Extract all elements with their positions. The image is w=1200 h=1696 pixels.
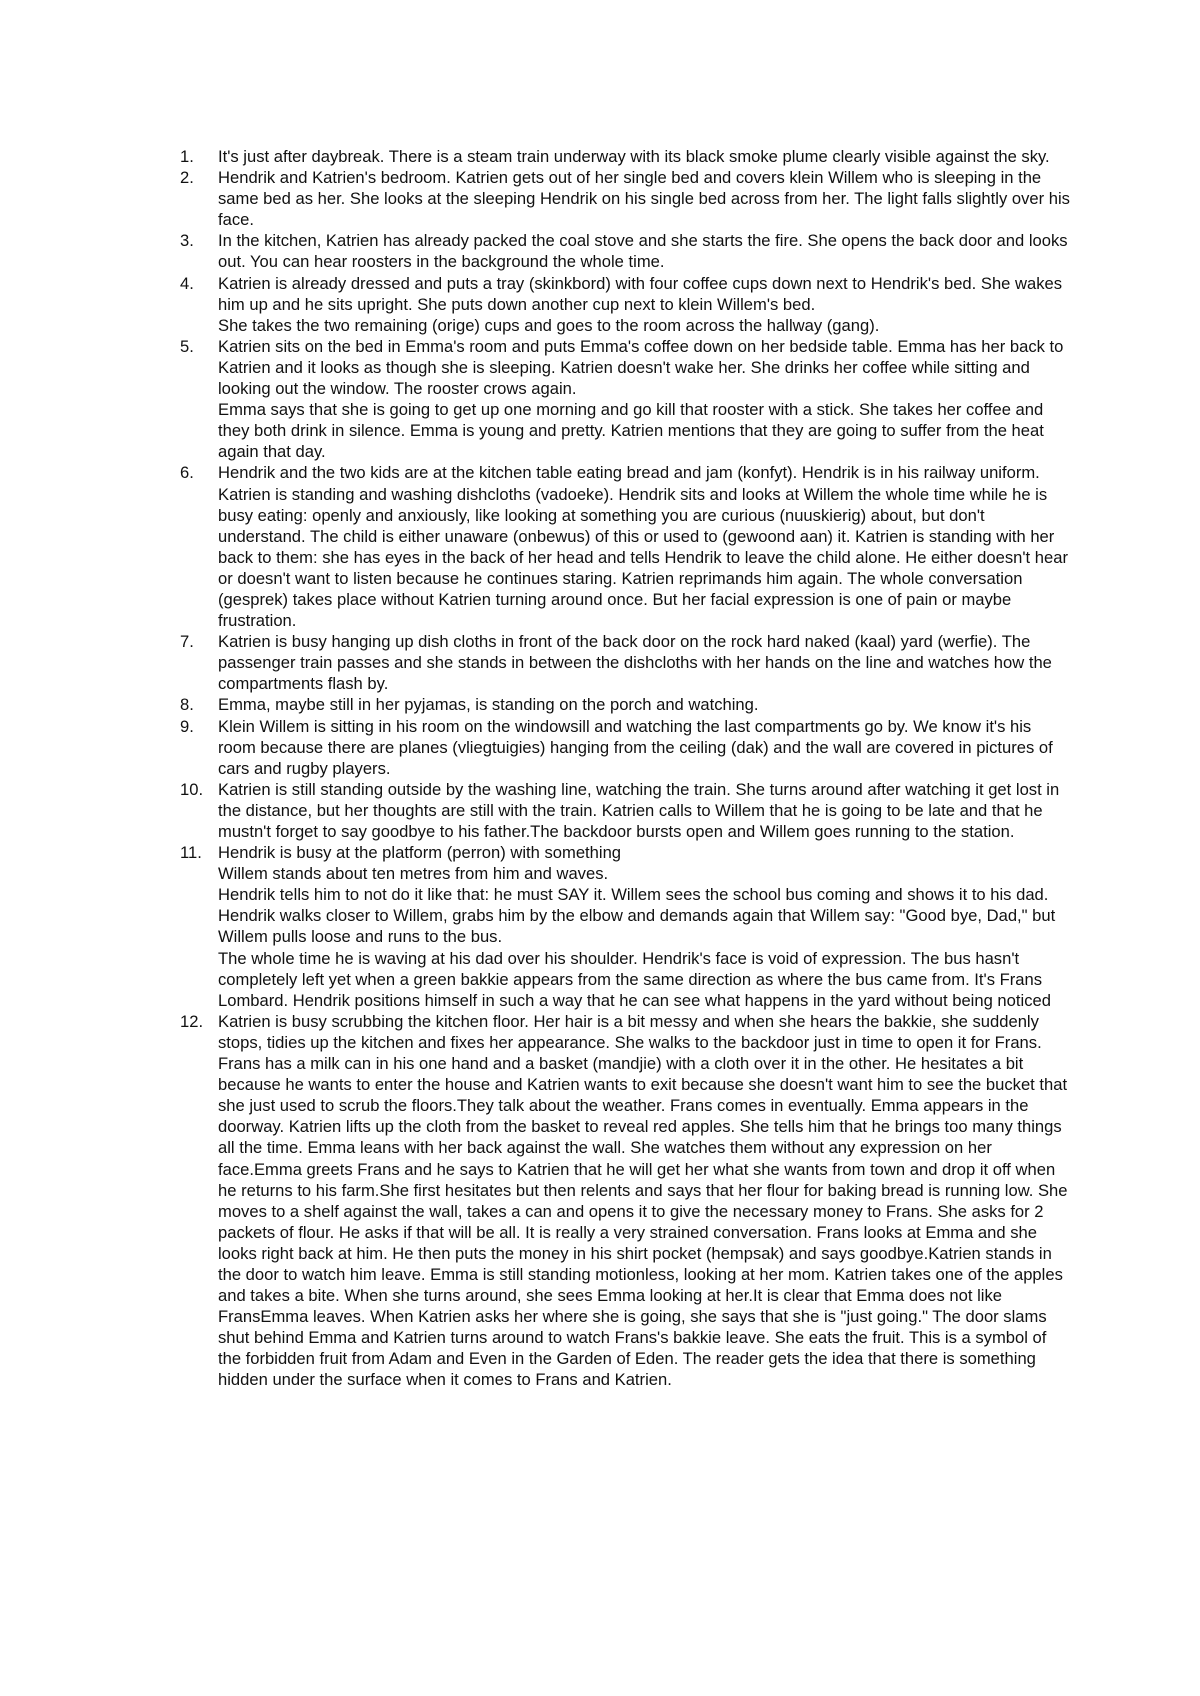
item-text: Emma, maybe still in her pyjamas, is standing on the porch and watching. [218,695,759,715]
item-text: Willem stands about ten metres from him and waves. [218,864,609,884]
item-text: Katrien is still standing outside by the washing line, watching the train. She turns around after watching it get lost in the distance, but her thoughts are still with the train. Katrien calls to Willem that he is going to be late and that he mustn't forget to say goodbye to his father.The backdoor bursts open and Willem goes running to the station. [218,779,1060,841]
item-number: 4. [180,273,194,293]
item-number: 12. [180,1011,204,1031]
list-item [180,146,1070,167]
list-item [180,694,1070,715]
item-text: Katrien is busy scrubbing the kitchen floor. Her hair is a bit messy and when she hears the bakkie, she suddenly stops, tidies up the kitchen and fixes her appearance. She walks to the backdoor just in time to open it for Frans. [218,1011,1042,1052]
list-item [180,1011,1070,1391]
item-text: Frans has a milk can in his one hand and a basket (mandjie) with a cloth over it in the other. He hesitates a bit because he wants to enter the house and Katrien wants to exit because she doesn't want him to see the bucket that she just used to scrub the floors.They talk about the weather. Frans comes in eventually. Emma appears in the doorway. Katrien lifts up the cloth from the basket to reveal red apples. She tells him that he brings too many things all the time. Emma leans with her back against the wall. She watches them without any expression on her face.Emma greets Frans and he says to Katrien that he will get her what she wants from town and drop it off when he returns to his farm.She first hesitates but then relents and says that her flour for baking bread is running low. She moves to a shelf against the wall, takes a can and opens it to give the necessary money to Frans. She asks for 2 packets of flour. He asks if that will be all. It is really a very strained conversation. Frans looks at Emma and she looks right back at him. He then puts the money in his shirt pocket (hempsak) and says goodbye.Katrien stands in the door to watch him leave. Emma is still standing motionless, looking at her mom. Katrien takes one of the apples and takes a bite. When she turns around, she sees Emma looking at her.It is clear that Emma does not like FransEmma leaves. When Katrien asks her where she is going, she says that she is "just going." The door slams shut behind Emma and Katrien turns around to watch Frans's bakkie leave. She eats the fruit. This is a symbol of the forbidden fruit from Adam and Even in the Garden of Eden. The reader gets the idea that there is something hidden under the surface when it comes to Frans and Katrien. [218,1054,1068,1390]
list-item [180,336,1070,463]
item-text: Katrien is already dressed and puts a tray (skinkbord) with four coffee cups down next to Hendrik's bed. She wakes him up and he sits upright. She puts down another cup next to klein Willem's bed. [218,273,1063,314]
scene-list [180,146,1070,1391]
item-number: 3. [180,231,194,251]
item-text: Hendrik and Katrien's bedroom. Katrien gets out of her single bed and covers klein Willem who is sleeping in the same bed as her. She looks at the sleeping Hendrik on his single bed across from her. The light falls slightly over his face. [218,168,1070,230]
item-text: Katrien is busy hanging up dish cloths in front of the back door on the rock hard naked (kaal) yard (werfie). The passenger train passes and she stands in between the dishcloths with her hands on the line and watches how the compartments flash by. [218,632,1052,694]
item-text: The whole time he is waving at his dad over his shoulder. Hendrik's face is void of expression. The bus hasn't completely left yet when a green bakkie appears from the same direction as where the bus came from. It's Frans Lombard. Hendrik positions himself in such a way that he can see what happens in the yard without being noticed [218,948,1051,1010]
list-item [180,273,1070,336]
list-item [180,716,1070,779]
item-number: 8. [180,695,194,715]
list-item [180,779,1070,842]
list-item [180,230,1070,272]
item-number: 2. [180,168,194,188]
item-text: Klein Willem is sitting in his room on the windowsill and watching the last compartments go by. We know it's his room because there are planes (vliegtuigies) hanging from the ceiling (dak) and the wall are covered in pictures of cars and rugby players. [218,716,1053,778]
item-number: 10. [180,779,204,799]
item-text: Hendrik is busy at the platform (perron) with something [218,843,622,863]
list-item [180,462,1070,631]
item-number: 1. [180,147,194,166]
item-number: 5. [180,336,194,356]
list-item [180,842,1070,1011]
item-text: Katrien sits on the bed in Emma's room and puts Emma's coffee down on her bedside table. Emma has her back to Katrien and it looks as though she is sleeping. Katrien doesn't wake her. She drinks her coffee while sitting and looking out the window. The rooster crows again. [218,336,1064,399]
item-text: In the kitchen, Katrien has already packed the coal stove and she starts the fire. She opens the back door and looks out. You can hear roosters in the background the whole time. [218,231,1068,272]
item-number: 9. [180,716,194,736]
item-number: 6. [180,463,194,483]
item-text: It's just after daybreak. There is a steam train underway with its black smoke plume clearly visible against the sky. [218,147,1050,166]
list-item [180,631,1070,694]
item-text: Hendrik and the two kids are at the kitchen table eating bread and jam (konfyt). Hendrik is in his railway uniform. Katrien is standing and washing dishcloths (vadoeke). Hendrik sits and looks at Willem the whole time while he is busy eating: openly and anxiously, like looking at something you are curious (nuuskierig) about, but don't understand. The child is either unaware (onbewus) of this or used to (gewoond aan) it. Katrien is standing with her back to them: she has eyes in the back of her head and tells Hendrik to leave the child alone. He either doesn't hear or doesn't want to listen because he continues staring. Katrien reprimands him again. The whole conversation (gesprek) takes place without Katrien turning around once. But her facial expression is one of pain or maybe frustration. [218,463,1068,631]
list-item [180,167,1070,230]
item-number: 11. [180,843,202,863]
item-number: 7. [180,632,194,652]
item-text: Emma says that she is going to get up one morning and go kill that rooster with a stick. She takes her coffee and they both drink in silence. Emma is young and pretty. Katrien mentions that they are going to suffer from the heat again that day. [218,400,1044,462]
item-text: She takes the two remaining (orige) cups and goes to the room across the hallway (gang). [218,315,880,335]
item-text: Hendrik tells him to not do it like that: he must SAY it. Willem sees the school bus coming and shows it to his dad. Hendrik walks closer to Willem, grabs him by the elbow and demands again that Willem say: "Good bye, Dad," but Willem pulls loose and runs to the bus. [218,885,1056,947]
